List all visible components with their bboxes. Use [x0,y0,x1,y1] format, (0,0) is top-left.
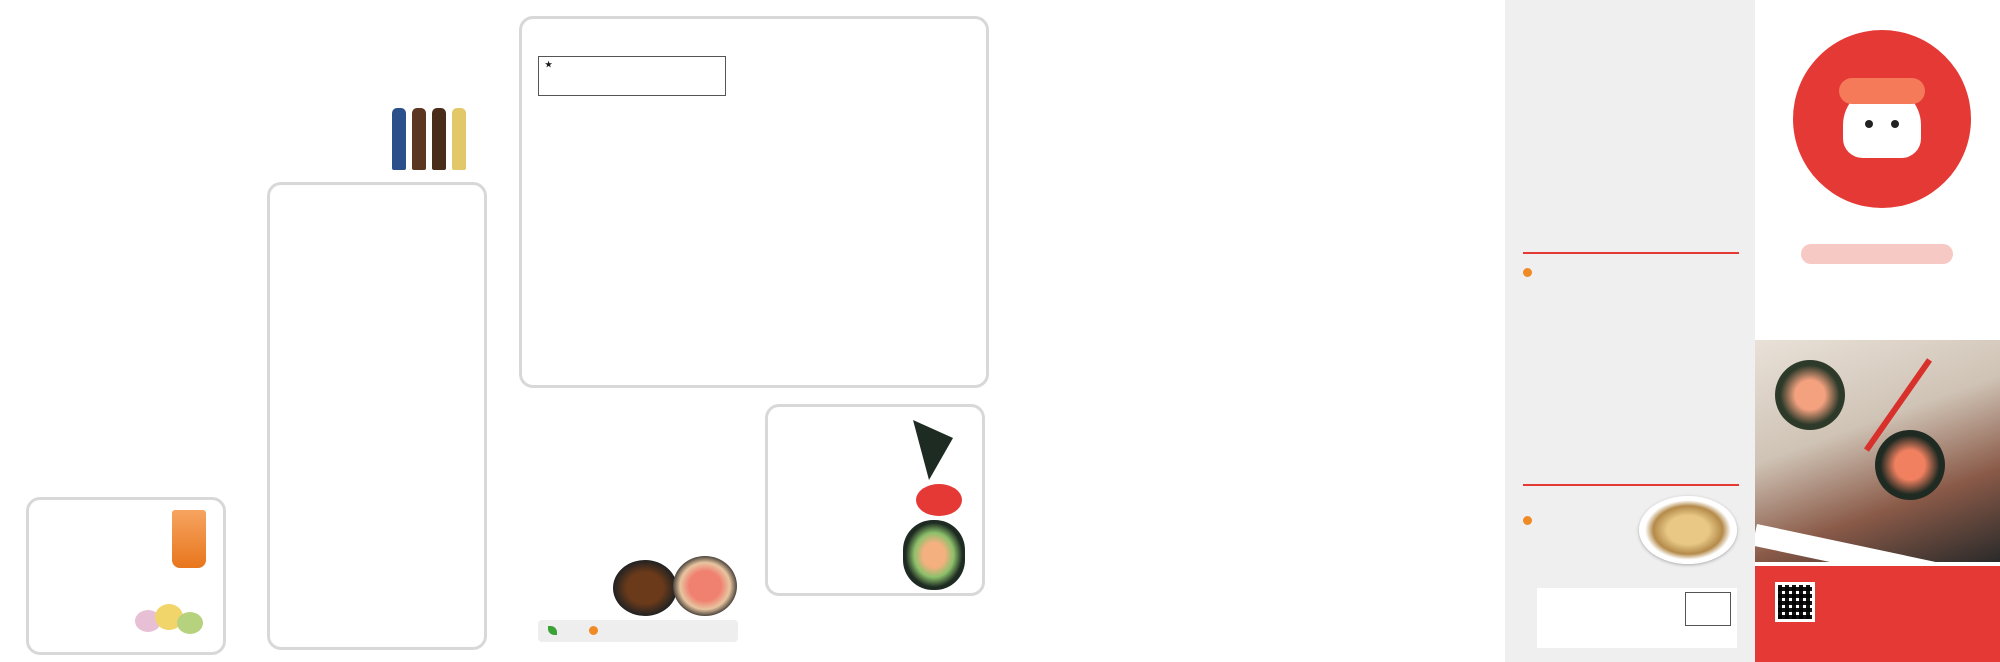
mail-box [1537,588,1737,648]
rice-noodles-image [1639,496,1737,564]
panel-classic [513,0,1003,662]
rice-noodles-price [1523,512,1532,529]
gluten-free-icon [1523,268,1532,277]
burrito-image [903,520,965,590]
beer-bottles [390,100,485,170]
lunch-combo-box: ★ [538,56,726,96]
vegetarian-icon [548,626,557,635]
nigiri-box [267,182,487,650]
panel-noodle-rice [1505,0,1755,662]
divider-red [1523,252,1739,254]
panel-rolls [1003,0,1505,662]
divider-red-2 [1523,484,1739,486]
legend-bar [538,620,738,642]
qr-code[interactable] [1775,582,1815,622]
logo-circle [1793,30,1971,208]
mochi-image [135,600,215,640]
logo-mascot [1843,86,1921,158]
gluten-free-icon [1523,516,1532,525]
big-badge [916,484,962,516]
panel-brand [1755,0,2000,662]
sushi-photo [1755,340,2000,562]
hours-block [1755,566,2000,662]
donburi-bowls [613,556,753,618]
panel-appetizers [0,0,255,662]
rice-title [1523,262,1532,282]
website-pill[interactable] [1801,244,1953,264]
panel-alcohol-nigiri [255,0,513,662]
thai-tea-glass [172,510,206,568]
burrito-name [782,506,800,516]
gluten-free-icon [589,626,598,635]
